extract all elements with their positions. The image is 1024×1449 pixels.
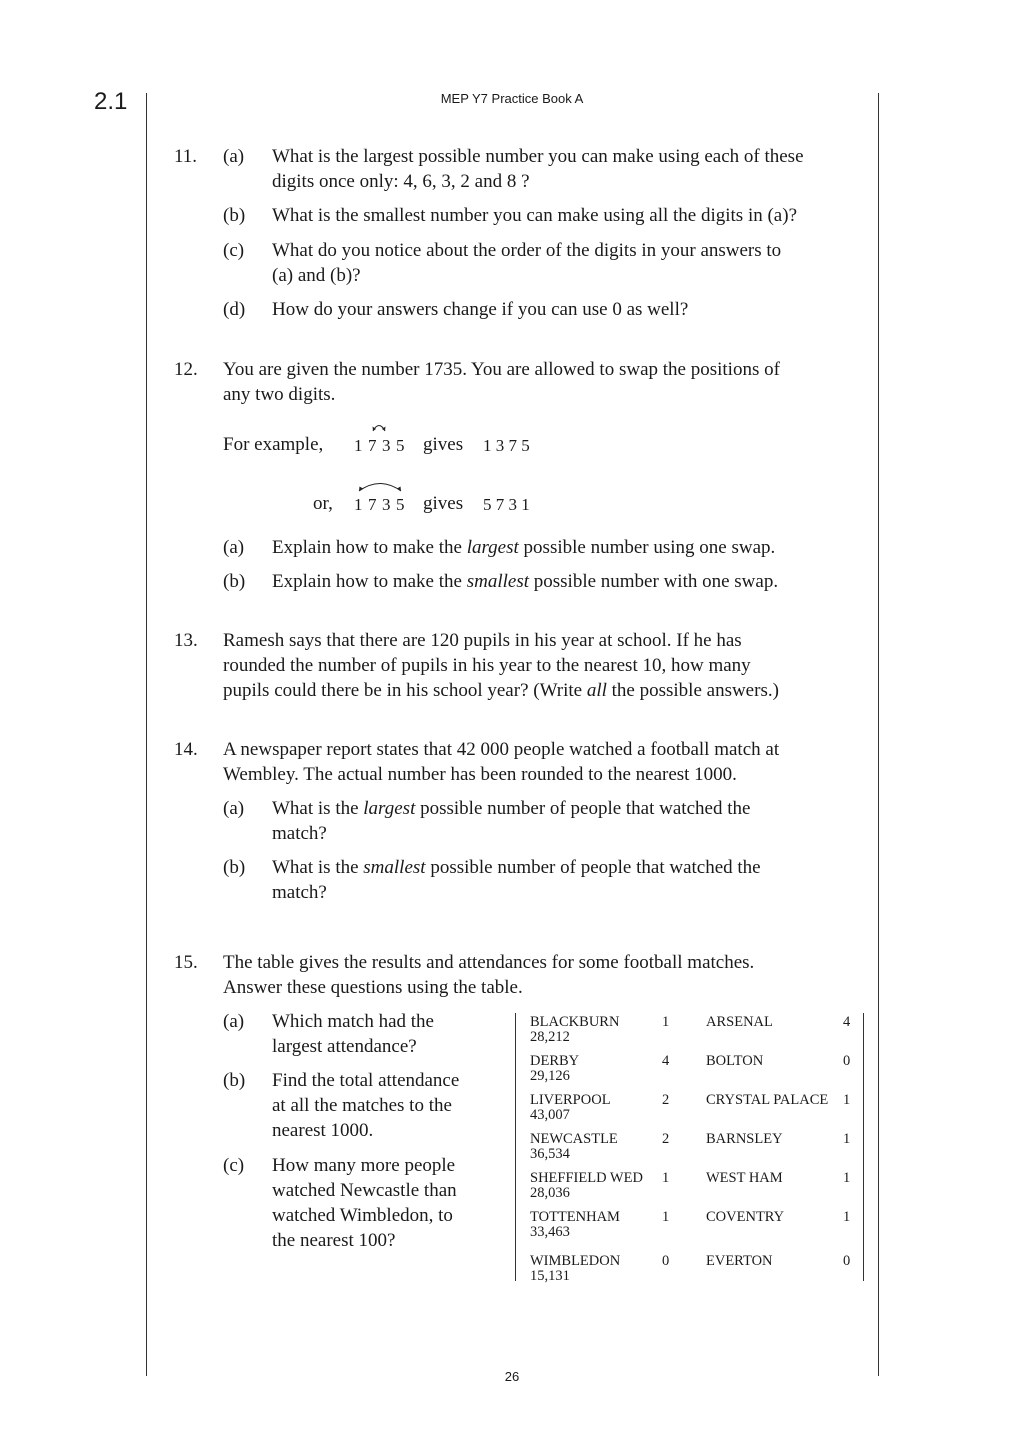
away-score: 0: [843, 1053, 851, 1069]
home-score: 1: [662, 1014, 670, 1030]
right-margin-rule: [878, 93, 879, 1376]
question-text: Wembley. The actual number has been rounded to the nearest 1000.: [223, 764, 737, 785]
part-text: at all the matches to the: [272, 1095, 452, 1116]
or-label: or,: [313, 493, 333, 514]
swap-digit: 7: [368, 495, 377, 514]
question-number: 12.: [174, 359, 198, 380]
away-team: BARNSLEY: [706, 1131, 783, 1147]
attendance: 28,212: [530, 1029, 570, 1045]
page-header: MEP Y7 Practice Book A: [440, 91, 584, 106]
attendance: 36,534: [530, 1146, 570, 1162]
question-text: rounded the number of pupils in his year to the nearest 10, how many: [223, 655, 751, 676]
swap-arrow-icon: [364, 418, 394, 434]
question-text: Answer these questions using the table.: [223, 977, 523, 998]
away-score: 4: [843, 1014, 851, 1030]
example-label: For example,: [223, 434, 324, 455]
question-number: 14.: [174, 739, 198, 760]
section-number: 2.1: [94, 88, 128, 115]
swap-arrow-icon: [352, 478, 408, 494]
away-score: 1: [843, 1131, 851, 1147]
part-text: Find the total attendance: [272, 1070, 460, 1091]
attendance: 29,126: [530, 1068, 570, 1084]
part-text: How do your answers change if you can use 0 as well?: [272, 299, 689, 320]
part-text: digits once only: 4, 6, 3, 2 and 8 ?: [272, 171, 530, 192]
part-text: (a) and (b)?: [272, 265, 361, 286]
question-number: 11.: [174, 146, 198, 167]
part-text: Explain how to make the smallest possible number with one swap.: [272, 571, 779, 592]
part-text: What do you notice about the order of the digits in your answers to: [272, 240, 782, 261]
swap-digit: 3: [382, 495, 391, 514]
home-score: 2: [662, 1092, 670, 1108]
home-score: 0: [662, 1253, 670, 1269]
away-team: CRYSTAL PALACE: [706, 1092, 829, 1108]
question-text: any two digits.: [223, 384, 336, 405]
home-team: NEWCASTLE: [530, 1131, 618, 1147]
swap-digit: 1: [354, 495, 363, 514]
away-team: ARSENAL: [706, 1014, 773, 1030]
question-text: pupils could there be in his school year? (Write all the possible answers.): [223, 680, 779, 701]
swap-digit: 1: [354, 436, 363, 455]
part-label: (c): [223, 1155, 245, 1176]
part-text: the nearest 100?: [272, 1230, 396, 1251]
away-team: EVERTON: [706, 1253, 773, 1269]
part-label: (b): [223, 857, 246, 878]
away-score: 1: [843, 1209, 851, 1225]
part-text: watched Newcastle than: [272, 1180, 457, 1201]
part-label: (a): [223, 798, 245, 819]
home-score: 2: [662, 1131, 670, 1147]
away-team: COVENTRY: [706, 1209, 785, 1225]
part-text: match?: [272, 823, 327, 844]
away-team: WEST HAM: [706, 1170, 783, 1186]
part-text: What is the smallest number you can make using all the digits in (a)?: [272, 205, 798, 226]
part-label: (d): [223, 299, 246, 320]
gives-label: gives: [423, 493, 464, 514]
away-team: BOLTON: [706, 1053, 764, 1069]
home-team: DERBY: [530, 1053, 580, 1069]
results-table: [515, 1013, 864, 1284]
home-score: 1: [662, 1209, 670, 1225]
question-text: The table gives the results and attendances for some football matches.: [223, 952, 755, 973]
swap-digit: 7: [368, 436, 377, 455]
part-label: (a): [223, 537, 245, 558]
part-text: watched Wimbledon, to: [272, 1205, 453, 1226]
part-text: nearest 1000.: [272, 1120, 374, 1141]
away-score: 1: [843, 1092, 851, 1108]
home-team: WIMBLEDON: [530, 1253, 621, 1269]
part-text: largest attendance?: [272, 1036, 417, 1057]
gives-label: gives: [423, 434, 464, 455]
home-score: 1: [662, 1170, 670, 1186]
part-label: (c): [223, 240, 245, 261]
part-label: (b): [223, 571, 246, 592]
left-margin-rule: [146, 93, 147, 1376]
attendance: 28,036: [530, 1185, 570, 1201]
question-text: Ramesh says that there are 120 pupils in his year at school. If he has: [223, 630, 742, 651]
part-label: (a): [223, 146, 245, 167]
part-label: (b): [223, 1070, 246, 1091]
attendance: 43,007: [530, 1107, 570, 1123]
home-team: SHEFFIELD WED: [530, 1170, 643, 1186]
home-score: 4: [662, 1053, 670, 1069]
part-label: (b): [223, 205, 246, 226]
home-team: BLACKBURN: [530, 1014, 620, 1030]
swap-result: 5 7 3 1: [483, 495, 530, 514]
home-team: LIVERPOOL: [530, 1092, 611, 1108]
home-team: TOTTENHAM: [530, 1209, 620, 1225]
part-text: What is the largest possible number of people that watched the: [272, 798, 751, 819]
swap-digit: 5: [396, 495, 405, 514]
swap-digit: 5: [396, 436, 405, 455]
part-text: What is the largest possible number you can make using each of these: [272, 146, 804, 167]
swap-result: 1 3 7 5: [483, 436, 530, 455]
part-label: (a): [223, 1011, 245, 1032]
question-number: 13.: [174, 630, 198, 651]
attendance: 15,131: [530, 1268, 570, 1284]
page-number: 26: [504, 1369, 520, 1384]
part-text: How many more people: [272, 1155, 456, 1176]
part-text: Explain how to make the largest possible number using one swap.: [272, 537, 776, 558]
question-text: You are given the number 1735. You are allowed to swap the positions of: [223, 359, 780, 380]
away-score: 1: [843, 1170, 851, 1186]
part-text: Which match had the: [272, 1011, 434, 1032]
question-number: 15.: [174, 952, 198, 973]
swap-digit: 3: [382, 436, 391, 455]
part-text: What is the smallest possible number of people that watched the: [272, 857, 761, 878]
question-text: A newspaper report states that 42 000 people watched a football match at: [223, 739, 780, 760]
part-text: match?: [272, 882, 327, 903]
attendance: 33,463: [530, 1224, 570, 1240]
away-score: 0: [843, 1253, 851, 1269]
